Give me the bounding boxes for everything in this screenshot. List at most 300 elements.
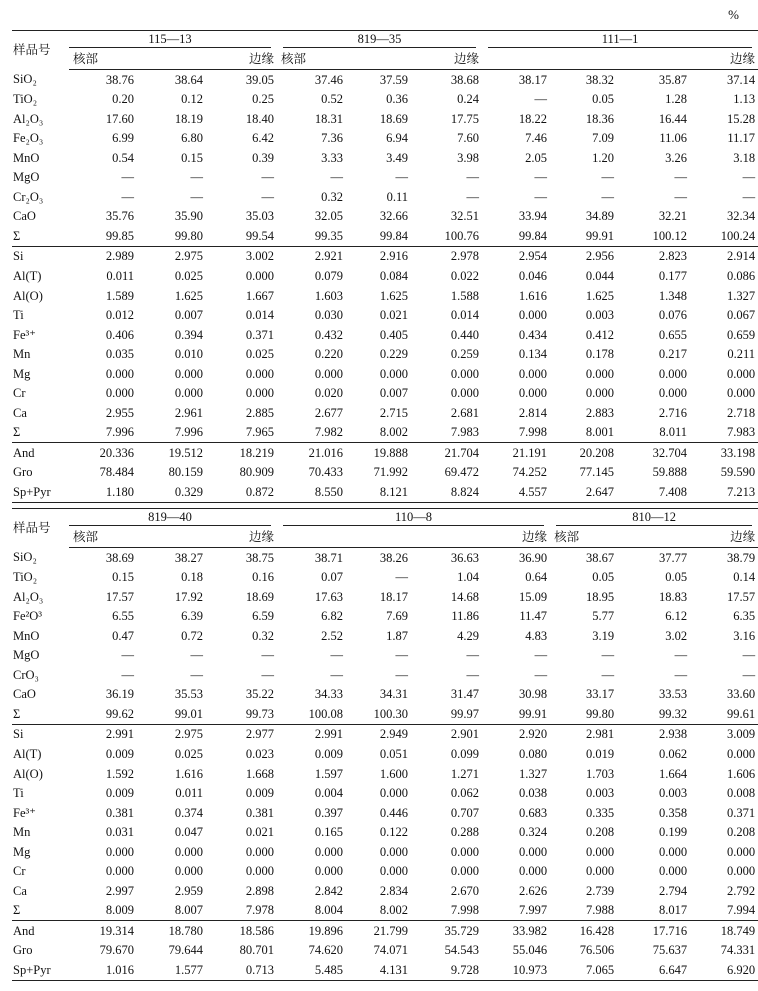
table-row bbox=[12, 607, 758, 627]
table-cell: 0.178 bbox=[585, 347, 615, 362]
table-cell: 33.53 bbox=[658, 687, 688, 702]
table-cell: 11.06 bbox=[659, 131, 688, 146]
table-cell: 0.000 bbox=[726, 386, 756, 401]
table-cell: 0.11 bbox=[386, 189, 409, 204]
table-cell: 75.637 bbox=[652, 943, 688, 958]
table-cell: — bbox=[190, 170, 203, 185]
table-cell: 0.000 bbox=[314, 864, 344, 879]
table-cell: 2.920 bbox=[482, 724, 550, 744]
table-cell: 0.014 bbox=[245, 308, 275, 323]
row-label: Σ bbox=[13, 903, 21, 918]
table-cell: 18.69 bbox=[379, 111, 409, 126]
table-cell: — bbox=[121, 667, 134, 682]
table-cell: 0.000 bbox=[518, 864, 548, 879]
table-cell: 3.16 bbox=[733, 628, 756, 643]
table-cell: 8.007 bbox=[174, 903, 203, 918]
position-label: 核部 bbox=[277, 50, 346, 70]
table-cell: 0.000 bbox=[105, 864, 134, 879]
table-cell: 17.716 bbox=[617, 921, 690, 941]
row-label: Mn bbox=[13, 347, 31, 362]
table-row bbox=[12, 665, 758, 685]
table-cell: 2.677 bbox=[314, 405, 344, 420]
table-cell: 0.000 bbox=[585, 844, 615, 859]
table-cell: 0.122 bbox=[379, 825, 409, 840]
table-cell: 2.792 bbox=[726, 883, 756, 898]
table-cell: 0.084 bbox=[379, 268, 409, 283]
table-cell: 0.335 bbox=[585, 805, 615, 820]
table-cell: 7.965 bbox=[245, 425, 275, 440]
table-row bbox=[12, 901, 758, 921]
table-cell: 6.35 bbox=[733, 609, 756, 624]
table-cell: 0.023 bbox=[245, 746, 275, 761]
sample-group-name: 111—1 bbox=[488, 33, 752, 49]
table-cell: 99.73 bbox=[245, 706, 275, 721]
table-row bbox=[12, 286, 758, 306]
row-label: CaO bbox=[13, 687, 36, 702]
table-cell: 21.016 bbox=[277, 443, 346, 463]
table-cell: 38.68 bbox=[450, 72, 480, 87]
table-cell: 2.794 bbox=[658, 883, 688, 898]
table-cell: 0.000 bbox=[379, 864, 409, 879]
table-cell: 74.331 bbox=[720, 943, 756, 958]
table-cell: 35.729 bbox=[411, 921, 482, 941]
table-cell: 0.047 bbox=[174, 825, 203, 840]
table-cell: 19.512 bbox=[137, 443, 206, 463]
table-cell: 1.04 bbox=[457, 570, 480, 585]
table-cell: 0.000 bbox=[726, 366, 756, 381]
table-cell: 0.208 bbox=[585, 825, 615, 840]
table-cell: 37.77 bbox=[658, 550, 688, 565]
table-cell: 1.588 bbox=[450, 288, 480, 303]
table-cell: 0.000 bbox=[105, 844, 134, 859]
table-cell: 1.327 bbox=[726, 288, 756, 303]
table-cell: 11.86 bbox=[451, 609, 480, 624]
table-cell: 3.26 bbox=[665, 150, 688, 165]
position-label bbox=[411, 528, 482, 548]
table-cell: 99.01 bbox=[174, 706, 203, 721]
table-cell: — bbox=[674, 648, 688, 663]
table-cell: 0.044 bbox=[585, 268, 615, 283]
table-cell: 59.590 bbox=[720, 465, 756, 480]
table-cell: 99.91 bbox=[585, 228, 615, 243]
table-cell: 0.000 bbox=[379, 366, 409, 381]
table-cell: 7.988 bbox=[585, 903, 615, 918]
table-cell: 0.008 bbox=[726, 786, 756, 801]
table-row bbox=[12, 148, 758, 168]
table-cell: 2.883 bbox=[585, 405, 615, 420]
table-cell: 2.955 bbox=[105, 405, 134, 420]
table-cell: 38.64 bbox=[174, 72, 203, 87]
table-cell: 0.000 bbox=[245, 366, 275, 381]
table-cell: 0.000 bbox=[726, 864, 756, 879]
table-cell: — bbox=[330, 648, 344, 663]
table-cell: 19.896 bbox=[277, 921, 346, 941]
table-cell: 0.432 bbox=[314, 327, 344, 342]
table-cell: 0.000 bbox=[518, 308, 548, 323]
table-cell: 100.76 bbox=[444, 228, 480, 243]
table-cell: 0.659 bbox=[726, 327, 756, 342]
table-cell: 69.472 bbox=[444, 465, 480, 480]
position-label: 核部 bbox=[550, 528, 617, 548]
table-cell: 0.007 bbox=[174, 308, 203, 323]
table-cell: 0.165 bbox=[314, 825, 344, 840]
table-cell: 99.91 bbox=[518, 706, 548, 721]
table-cell: 78.484 bbox=[99, 465, 134, 480]
table-cell: 21.191 bbox=[482, 443, 550, 463]
table-row bbox=[12, 842, 758, 862]
table-cell: 37.14 bbox=[726, 72, 756, 87]
table-cell: 17.92 bbox=[174, 589, 203, 604]
data-table bbox=[12, 30, 758, 503]
table-cell: 2.991 bbox=[69, 724, 137, 744]
subheader-row bbox=[12, 50, 758, 70]
row-label: MgO bbox=[13, 648, 40, 663]
table-cell: 2.715 bbox=[379, 405, 409, 420]
table-cell: 15.28 bbox=[726, 111, 756, 126]
table-cell: 7.46 bbox=[525, 131, 548, 146]
table-cell: 1.667 bbox=[245, 288, 275, 303]
table-row bbox=[12, 784, 758, 804]
table-cell: 2.834 bbox=[379, 883, 409, 898]
position-label: 边缘 bbox=[411, 50, 482, 70]
table-cell: 20.208 bbox=[550, 443, 617, 463]
row-label: TiO₂ bbox=[13, 570, 38, 585]
table-cell: 4.131 bbox=[346, 960, 411, 980]
row-label: Mn bbox=[13, 825, 31, 840]
sample-group-header bbox=[69, 31, 277, 51]
table-cell: — bbox=[674, 170, 688, 185]
table-cell: 0.72 bbox=[181, 628, 203, 643]
table-cell: 0.220 bbox=[314, 347, 344, 362]
table-cell: 0.229 bbox=[379, 347, 409, 362]
table-cell: 99.84 bbox=[518, 228, 548, 243]
table-cell: 0.371 bbox=[245, 327, 275, 342]
table-cell: 0.47 bbox=[112, 628, 134, 643]
table-cell: 6.12 bbox=[665, 609, 688, 624]
table-cell: 7.998 bbox=[518, 425, 548, 440]
row-label: SiO₂ bbox=[13, 72, 37, 87]
table-cell: 0.000 bbox=[658, 386, 688, 401]
table-row bbox=[12, 70, 758, 90]
table-cell: 0.16 bbox=[252, 570, 275, 585]
table-cell: 39.05 bbox=[245, 72, 275, 87]
table-cell: 99.84 bbox=[379, 228, 409, 243]
table-cell: — bbox=[395, 648, 409, 663]
table-cell: 30.98 bbox=[518, 687, 548, 702]
table-cell: 0.64 bbox=[525, 570, 548, 585]
table-cell: 18.83 bbox=[658, 589, 688, 604]
table-cell: 0.000 bbox=[450, 366, 480, 381]
table-cell: 0.003 bbox=[585, 786, 615, 801]
row-label: Fe₂O₃ bbox=[13, 131, 44, 146]
table-row bbox=[12, 704, 758, 724]
table-row bbox=[12, 881, 758, 901]
table-cell: 0.000 bbox=[379, 844, 409, 859]
table-cell: 0.021 bbox=[379, 308, 409, 323]
table-cell: 0.000 bbox=[450, 386, 480, 401]
table-cell: — bbox=[601, 667, 615, 682]
data-table bbox=[12, 508, 758, 981]
table-cell: 17.57 bbox=[726, 589, 756, 604]
table-cell: 0.18 bbox=[181, 570, 203, 585]
table-cell: — bbox=[261, 667, 275, 682]
table-cell: 0.030 bbox=[314, 308, 344, 323]
row-label: Al₂O₃ bbox=[13, 589, 44, 604]
table-cell: 2.956 bbox=[550, 246, 617, 266]
table-cell: 0.025 bbox=[174, 746, 203, 761]
table-cell: 7.978 bbox=[245, 903, 275, 918]
row-label: Al(O) bbox=[13, 288, 43, 303]
table-row bbox=[12, 803, 758, 823]
table-cell: 0.099 bbox=[450, 746, 480, 761]
table-cell: 8.004 bbox=[314, 903, 344, 918]
sample-group-header bbox=[69, 509, 277, 529]
table-cell: 1.13 bbox=[733, 92, 756, 107]
table-cell: 0.000 bbox=[585, 864, 615, 879]
table-row bbox=[12, 129, 758, 149]
table-cell: 0.329 bbox=[137, 482, 206, 502]
row-label: Σ bbox=[13, 425, 21, 440]
table-cell: 0.004 bbox=[314, 786, 344, 801]
table-cell: 0.003 bbox=[658, 786, 688, 801]
table-cell: 35.87 bbox=[658, 72, 688, 87]
sample-header-label: 样品号 bbox=[13, 521, 51, 535]
table-row bbox=[12, 306, 758, 326]
table-cell: 2.898 bbox=[245, 883, 275, 898]
table-cell: — bbox=[601, 189, 615, 204]
table-cell: 34.31 bbox=[379, 687, 409, 702]
table-cell: 0.067 bbox=[726, 308, 756, 323]
table-cell: 6.920 bbox=[690, 960, 758, 980]
table-cell: 1.664 bbox=[658, 766, 688, 781]
position-label bbox=[550, 50, 617, 70]
table-cell: 0.000 bbox=[245, 844, 275, 859]
table-cell: 0.051 bbox=[379, 746, 409, 761]
table-cell: 0.32 bbox=[321, 189, 344, 204]
table-cell: 0.000 bbox=[174, 386, 203, 401]
table-cell: 1.271 bbox=[450, 766, 480, 781]
row-label: Mg bbox=[13, 366, 31, 381]
table-cell: 6.82 bbox=[321, 609, 344, 624]
table-cell: 4.557 bbox=[482, 482, 550, 502]
table-cell: 8.001 bbox=[585, 425, 615, 440]
table-cell: 0.014 bbox=[450, 308, 480, 323]
row-label: MgO bbox=[13, 170, 40, 185]
table-cell: 99.80 bbox=[174, 228, 203, 243]
table-cell: 7.09 bbox=[592, 131, 615, 146]
table-cell: — bbox=[742, 667, 756, 682]
row-label: MnO bbox=[13, 150, 40, 165]
table-cell: 0.412 bbox=[585, 327, 615, 342]
subheader-row bbox=[12, 528, 758, 548]
table-cell: 0.208 bbox=[726, 825, 756, 840]
sample-group-name: 819—35 bbox=[283, 33, 476, 49]
table-row bbox=[12, 921, 758, 941]
sample-group-header bbox=[482, 31, 758, 51]
table-cell: 0.440 bbox=[450, 327, 480, 342]
table-cell: 6.94 bbox=[386, 131, 409, 146]
table-cell: 2.05 bbox=[525, 150, 548, 165]
table-cell: 2.914 bbox=[690, 246, 758, 266]
table-cell: 1.625 bbox=[585, 288, 615, 303]
table-cell: — bbox=[742, 648, 756, 663]
table-cell: 0.025 bbox=[245, 347, 275, 362]
table-cell: 0.000 bbox=[314, 844, 344, 859]
table-cell: 1.20 bbox=[592, 150, 615, 165]
table-cell: 0.000 bbox=[726, 844, 756, 859]
table-cell: 0.086 bbox=[726, 268, 756, 283]
table-cell: 8.002 bbox=[379, 903, 409, 918]
row-label: Si bbox=[12, 724, 69, 744]
table-cell: 0.358 bbox=[658, 805, 688, 820]
table-cell: 0.000 bbox=[726, 746, 756, 761]
table-cell: 0.20 bbox=[112, 92, 134, 107]
position-label bbox=[137, 50, 206, 70]
table-cell: — bbox=[466, 170, 480, 185]
table-cell: 18.19 bbox=[174, 111, 203, 126]
table-cell: 2.989 bbox=[69, 246, 137, 266]
table-cell: 35.76 bbox=[105, 209, 134, 224]
table-cell: — bbox=[601, 648, 615, 663]
table-cell: 6.99 bbox=[112, 131, 134, 146]
table-row bbox=[12, 325, 758, 345]
table-cell: 0.022 bbox=[450, 268, 480, 283]
row-label: Σ bbox=[13, 706, 21, 721]
table-cell: — bbox=[121, 648, 134, 663]
table-cell: 0.199 bbox=[658, 825, 688, 840]
table-cell: 70.433 bbox=[308, 465, 344, 480]
table-cell: 0.15 bbox=[112, 570, 134, 585]
table-cell: 37.59 bbox=[379, 72, 409, 87]
row-label: MnO bbox=[13, 628, 40, 643]
table-cell: 0.011 bbox=[106, 268, 134, 283]
table-row bbox=[12, 226, 758, 246]
table-cell: 4.83 bbox=[525, 628, 548, 643]
table-cell: — bbox=[121, 189, 134, 204]
row-label: Fe³⁺ bbox=[13, 805, 36, 820]
table-row bbox=[12, 168, 758, 188]
table-cell: 2.647 bbox=[550, 482, 617, 502]
row-label: Gro bbox=[13, 465, 33, 480]
row-label: Al(T) bbox=[13, 268, 42, 283]
table-cell: 0.707 bbox=[450, 805, 480, 820]
table-cell: 0.25 bbox=[252, 92, 275, 107]
table-cell: 17.63 bbox=[314, 589, 344, 604]
table-cell: 16.44 bbox=[658, 111, 688, 126]
table-cell: 8.550 bbox=[277, 482, 346, 502]
table-cell: 7.983 bbox=[450, 425, 480, 440]
table-cell: 1.327 bbox=[518, 766, 548, 781]
table-cell: 0.000 bbox=[518, 386, 548, 401]
table-cell: 0.000 bbox=[585, 366, 615, 381]
table-row bbox=[12, 384, 758, 404]
table-cell: 0.000 bbox=[314, 366, 344, 381]
table-cell: 38.27 bbox=[174, 550, 203, 565]
row-label: And bbox=[12, 921, 69, 941]
table-cell: — bbox=[534, 92, 548, 107]
table-cell: 2.954 bbox=[482, 246, 550, 266]
table-cell: 0.394 bbox=[174, 327, 203, 342]
table-cell: 0.405 bbox=[379, 327, 409, 342]
table-cell: 0.211 bbox=[727, 347, 756, 362]
row-label: Al₂O₃ bbox=[13, 111, 44, 126]
position-label bbox=[617, 50, 690, 70]
table-row bbox=[12, 364, 758, 384]
row-label: Ti bbox=[13, 308, 24, 323]
table-cell: — bbox=[395, 667, 409, 682]
row-label: Mg bbox=[13, 844, 31, 859]
table-cell: 8.002 bbox=[379, 425, 409, 440]
table-cell: 10.973 bbox=[482, 960, 550, 980]
table-cell: 0.05 bbox=[665, 570, 688, 585]
table-cell: 0.010 bbox=[174, 347, 203, 362]
table-cell: 38.67 bbox=[585, 550, 615, 565]
table-row bbox=[12, 548, 758, 568]
table-cell: 74.620 bbox=[308, 943, 344, 958]
table-row bbox=[12, 109, 758, 129]
table-row bbox=[12, 941, 758, 961]
table-cell: 18.69 bbox=[245, 589, 275, 604]
position-label: 边缘 bbox=[690, 528, 758, 548]
table-cell: 0.324 bbox=[518, 825, 548, 840]
table-cell: 32.704 bbox=[617, 443, 690, 463]
table-cell: 4.29 bbox=[457, 628, 480, 643]
table-cell: 2.978 bbox=[411, 246, 482, 266]
table-cell: 0.000 bbox=[174, 864, 203, 879]
table-cell: 0.406 bbox=[105, 327, 134, 342]
table-cell: 7.60 bbox=[457, 131, 480, 146]
table-cell: 8.121 bbox=[346, 482, 411, 502]
table-cell: 1.348 bbox=[658, 288, 688, 303]
table-cell: 2.975 bbox=[137, 246, 206, 266]
table-cell: 0.259 bbox=[450, 347, 480, 362]
table-cell: 0.038 bbox=[518, 786, 548, 801]
table-cell: 18.22 bbox=[518, 111, 548, 126]
table-cell: 7.994 bbox=[726, 903, 756, 918]
table-cell: 5.485 bbox=[277, 960, 346, 980]
table-cell: 7.065 bbox=[550, 960, 617, 980]
table-cell: 0.000 bbox=[450, 864, 480, 879]
row-label: Al(T) bbox=[13, 746, 42, 761]
table-cell: 15.09 bbox=[518, 589, 548, 604]
table-cell: 76.506 bbox=[579, 943, 615, 958]
table-cell: 99.35 bbox=[314, 228, 344, 243]
table-cell: 0.009 bbox=[314, 746, 344, 761]
row-label: Σ bbox=[13, 228, 21, 243]
table-cell: 0.39 bbox=[252, 150, 275, 165]
table-cell: 0.32 bbox=[252, 628, 275, 643]
table-cell: — bbox=[190, 189, 203, 204]
table-cell: 0.000 bbox=[245, 268, 275, 283]
table-row bbox=[12, 823, 758, 843]
row-label: Cr₂O₃ bbox=[13, 189, 44, 204]
table-cell: 0.000 bbox=[105, 386, 134, 401]
table-cell: 59.888 bbox=[652, 465, 688, 480]
table-row bbox=[12, 463, 758, 483]
table-cell: 32.21 bbox=[658, 209, 688, 224]
table-cell: 1.703 bbox=[585, 766, 615, 781]
table-cell: 0.05 bbox=[592, 570, 615, 585]
table-cell: 0.012 bbox=[105, 308, 134, 323]
table-cell: — bbox=[330, 170, 344, 185]
table-cell: 0.000 bbox=[379, 786, 409, 801]
table-cell: 3.002 bbox=[206, 246, 277, 266]
row-label: Fe³⁺ bbox=[13, 327, 36, 342]
header-row bbox=[12, 509, 758, 529]
table-cell: 0.080 bbox=[518, 746, 548, 761]
table-cell: 21.704 bbox=[411, 443, 482, 463]
table-cell: 38.79 bbox=[726, 550, 756, 565]
